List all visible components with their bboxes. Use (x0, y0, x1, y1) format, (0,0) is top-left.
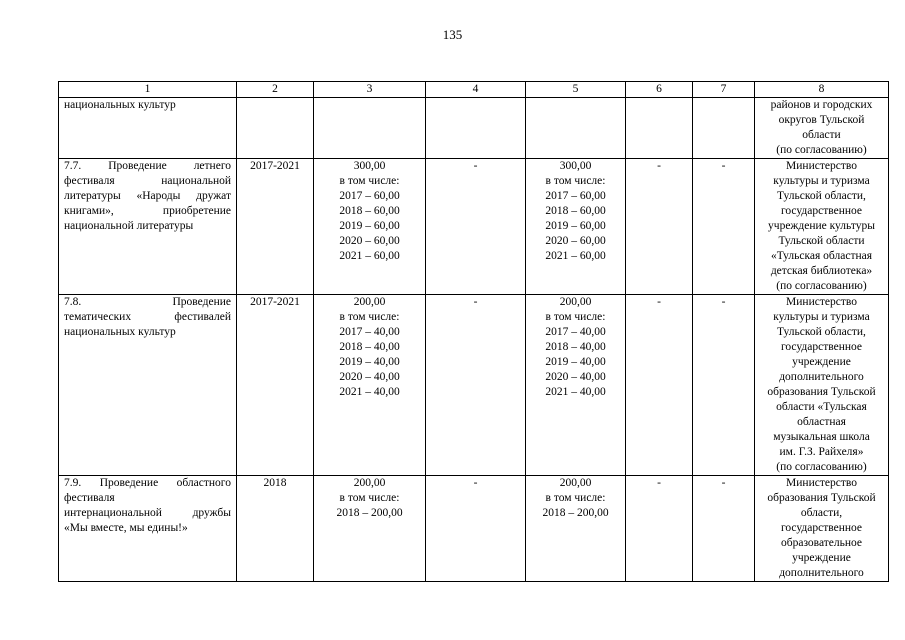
cell-text-line: образования Тульской (767, 492, 876, 504)
cell-text-line: фестиваля (64, 492, 115, 504)
cell-text-line: 2017 – 60,00 (545, 190, 606, 202)
cell-text-line: 2017 – 40,00 (339, 326, 400, 338)
regional-budget-cell (526, 476, 626, 582)
column-header: 6 (626, 82, 693, 98)
total-funding-cell (314, 295, 426, 476)
column-header: 3 (314, 82, 426, 98)
cell-text-line: Министерство (786, 160, 857, 172)
cell-text-line: 2019 – 40,00 (339, 356, 400, 368)
local-budget-cell (626, 159, 693, 295)
cell-text-line: 2021 – 40,00 (339, 386, 400, 398)
measure-name-cell (59, 476, 237, 582)
table-row (59, 476, 889, 582)
cell-text-line: дополнительного (779, 371, 864, 383)
cell-text-line: (по согласованию) (776, 144, 867, 156)
cell-text-line: образовательное (780, 537, 863, 549)
cell-text-line: в том числе: (545, 175, 606, 187)
federal-budget-cell (426, 98, 526, 159)
cell-text-line: 2020 – 60,00 (545, 235, 606, 247)
cell-text-line: 2018 – 40,00 (339, 341, 400, 353)
cell-text-line: Тульской области (778, 235, 865, 247)
cell-text-line: в том числе: (339, 492, 400, 504)
cell-text-line: 2017 – 40,00 (545, 326, 606, 338)
period-cell (237, 98, 314, 159)
cell-text-line: 2020 – 60,00 (339, 235, 400, 247)
cell-text-line: литературы «Народы дружат (64, 190, 231, 202)
cell-text-line: в том числе: (339, 311, 400, 323)
cell-text: - (721, 296, 726, 308)
cell-text-line: 2017 – 60,00 (339, 190, 400, 202)
cell-text-line: 200,00 (559, 296, 592, 308)
cell-text-line: 300,00 (353, 160, 386, 172)
cell-text-line: (по согласованию) (776, 461, 867, 473)
column-header: 4 (426, 82, 526, 98)
cell-text-line: государственное (780, 522, 863, 534)
cell-text-line: 2020 – 40,00 (545, 371, 606, 383)
cell-text-line: интернациональной дружбы (64, 507, 231, 519)
cell-text-line: Тульской области, (777, 326, 866, 338)
cell-text-line: учреждение (792, 552, 851, 564)
cell-text-line: 300,00 (559, 160, 592, 172)
other-sources-cell (693, 476, 755, 582)
local-budget-cell (626, 295, 693, 476)
cell-text-line: 200,00 (353, 477, 386, 489)
cell-text-line: районов и городских (770, 99, 873, 111)
cell-text-line: 2018 – 200,00 (336, 507, 403, 519)
other-sources-cell (693, 295, 755, 476)
cell-text-line: 2019 – 40,00 (545, 356, 606, 368)
cell-text-line: 7.9. Проведение областного (64, 477, 231, 489)
cell-text-line: 2019 – 60,00 (545, 220, 606, 232)
cell-text-line: 2019 – 60,00 (339, 220, 400, 232)
cell-text-line: Министерство (786, 477, 857, 489)
cell-text-line: им. Г.З. Райхеля» (779, 446, 864, 458)
responsible-executor-cell (755, 98, 889, 159)
period-cell (237, 295, 314, 476)
cell-text-line: области, (800, 507, 843, 519)
measure-name-cell (59, 98, 237, 159)
cell-text-line: национальных культур (64, 326, 176, 338)
cell-text-line: государственное (780, 341, 863, 353)
column-header: 5 (526, 82, 626, 98)
cell-text-line: области «Тульская (776, 401, 867, 413)
cell-text-line: в том числе: (545, 492, 606, 504)
total-funding-cell (314, 159, 426, 295)
cell-text-line: книгами», приобретение (64, 205, 231, 217)
measure-name-cell (59, 295, 237, 476)
cell-text-line: (по согласованию) (776, 280, 867, 292)
other-sources-cell (693, 159, 755, 295)
cell-text: - (721, 160, 726, 172)
responsible-executor-cell (755, 159, 889, 295)
table-row (59, 159, 889, 295)
cell-text-line: Тульской области, (777, 190, 866, 202)
cell-text-line: 200,00 (559, 477, 592, 489)
column-header: 2 (237, 82, 314, 98)
page-number: 135 (442, 27, 463, 42)
cell-text-line: культуры и туризма (773, 311, 870, 323)
total-funding-cell (314, 98, 426, 159)
program-table (58, 81, 889, 582)
cell-text-line: областная (797, 416, 846, 428)
cell-text-line: детская библиотека» (770, 265, 873, 277)
table-header-row (59, 82, 889, 98)
cell-text: - (657, 296, 661, 308)
cell-text-line: фестиваля национальной (64, 175, 231, 187)
cell-text-line: 200,00 (353, 296, 386, 308)
cell-text-line: в том числе: (339, 175, 400, 187)
cell-text-line: учреждение культуры (768, 220, 875, 232)
local-budget-cell (626, 476, 693, 582)
cell-text-line: округов Тульской (778, 114, 865, 126)
cell-text: - (657, 477, 661, 489)
period-cell (237, 159, 314, 295)
other-sources-cell (693, 98, 755, 159)
cell-text: - (473, 477, 478, 489)
regional-budget-cell (526, 159, 626, 295)
cell-text: - (473, 296, 478, 308)
cell-text: - (473, 160, 478, 172)
measure-name-cell (59, 159, 237, 295)
cell-text-line: музыкальная школа (773, 431, 870, 443)
federal-budget-cell (426, 295, 526, 476)
cell-text: 2018 (263, 477, 287, 489)
total-funding-cell (314, 476, 426, 582)
column-header: 1 (59, 82, 237, 98)
cell-text-line: государственное (780, 205, 863, 217)
cell-text-line: 2018 – 200,00 (542, 507, 609, 519)
cell-text-line: 2020 – 40,00 (339, 371, 400, 383)
cell-text-line: в том числе: (545, 311, 606, 323)
local-budget-cell (626, 98, 693, 159)
cell-text-line: 7.8. Проведение (64, 296, 231, 308)
federal-budget-cell (426, 159, 526, 295)
cell-text-line: культуры и туризма (773, 175, 870, 187)
cell-text-line: Министерство (786, 296, 857, 308)
cell-text-line: «Мы вместе, мы едины!» (64, 522, 188, 534)
cell-text-line: 7.7. Проведение летнего (64, 160, 231, 172)
cell-text-line: дополнительного (779, 567, 864, 579)
cell-text: - (657, 160, 661, 172)
cell-text-line: 2018 – 60,00 (339, 205, 400, 217)
cell-text-line: 2021 – 60,00 (339, 250, 400, 262)
cell-text-line: образования Тульской (767, 386, 876, 398)
cell-text-line: национальных культур (64, 99, 176, 111)
period-cell (237, 476, 314, 582)
cell-text-line: «Тульская областная (770, 250, 873, 262)
cell-text-line: 2018 – 60,00 (545, 205, 606, 217)
cell-text-line: 2021 – 60,00 (545, 250, 606, 262)
column-header: 8 (755, 82, 889, 98)
table-row (59, 98, 889, 159)
cell-text-line: 2021 – 40,00 (545, 386, 606, 398)
responsible-executor-cell (755, 295, 889, 476)
cell-text-line: области (802, 129, 841, 141)
column-header: 7 (693, 82, 755, 98)
cell-text: 2017-2021 (250, 296, 300, 308)
responsible-executor-cell (755, 476, 889, 582)
cell-text-line: 2018 – 40,00 (545, 341, 606, 353)
cell-text: 2017-2021 (250, 160, 300, 172)
regional-budget-cell (526, 98, 626, 159)
cell-text-line: учреждение (792, 356, 851, 368)
table-row (59, 295, 889, 476)
regional-budget-cell (526, 295, 626, 476)
cell-text: - (721, 477, 726, 489)
cell-text-line: национальной литературы (64, 220, 194, 232)
federal-budget-cell (426, 476, 526, 582)
cell-text-line: тематических фестивалей (64, 311, 231, 323)
